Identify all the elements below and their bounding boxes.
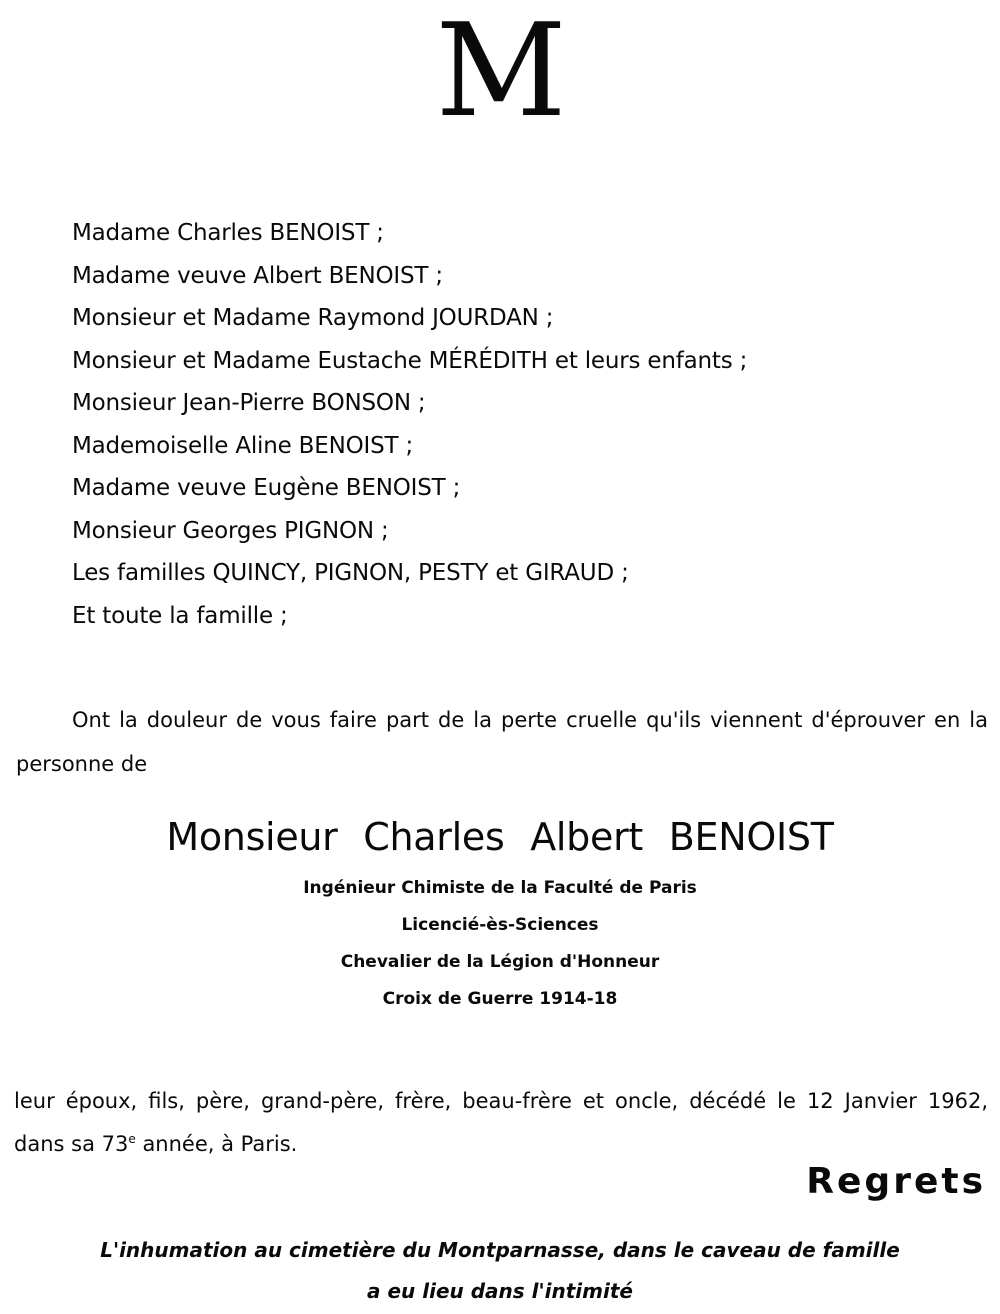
deceased-name: Monsieur Charles Albert BENOIST <box>166 815 834 859</box>
title-line: Licencié-ès-Sciences <box>401 915 599 935</box>
burial-line-2: a eu lieu dans l'intimité <box>367 1279 633 1303</box>
family-line: Madame veuve Eugène BENOIST ; <box>72 475 461 501</box>
deceased-titles <box>0 870 1000 1018</box>
regrets-heading: Regrets <box>806 1161 986 1202</box>
age-tail: année, à Paris. <box>142 1132 298 1156</box>
family-list <box>72 212 747 637</box>
family-line: Monsieur et Madame Raymond JOURDAN ; <box>72 305 554 331</box>
announcement-paragraph: Ont la douleur de vous faire part de la perte cruelle qu'ils viennent d'éprouver en la personne de <box>16 708 988 776</box>
age-number: 73 <box>101 1132 129 1156</box>
burial-line-1: L'inhumation au cimetière du Montparnasse, dans le caveau de famille <box>100 1238 900 1262</box>
family-line: Les familles QUINCY, PIGNON, PESTY et GIRAUD ; <box>72 560 629 586</box>
family-line: Monsieur Georges PIGNON ; <box>72 517 389 544</box>
family-line: Madame veuve Albert BENOIST ; <box>72 262 443 289</box>
title-line: Croix de Guerre 1914-18 <box>382 989 618 1009</box>
relations-text: leur époux, fils, père, grand-père, frère, beau-frère et oncle, décédé le 12 Janvier 1962, dans sa <box>14 1089 988 1156</box>
family-line: Monsieur Jean-Pierre BONSON ; <box>72 390 426 416</box>
initial-letter: M <box>435 0 565 146</box>
family-line: Et toute la famille ; <box>72 602 288 629</box>
family-line: Madame Charles BENOIST ; <box>72 220 384 246</box>
burial-notice <box>0 1230 1000 1312</box>
family-line: Monsieur et Madame Eustache MÉRÉDITH et leurs enfants ; <box>72 347 748 374</box>
age-suffix: e <box>128 1132 136 1146</box>
title-line: Chevalier de la Légion d'Honneur <box>340 952 660 972</box>
family-line: Mademoiselle Aline BENOIST ; <box>72 432 413 459</box>
title-line: Ingénieur Chimiste de la Faculté de Paris <box>303 878 697 898</box>
